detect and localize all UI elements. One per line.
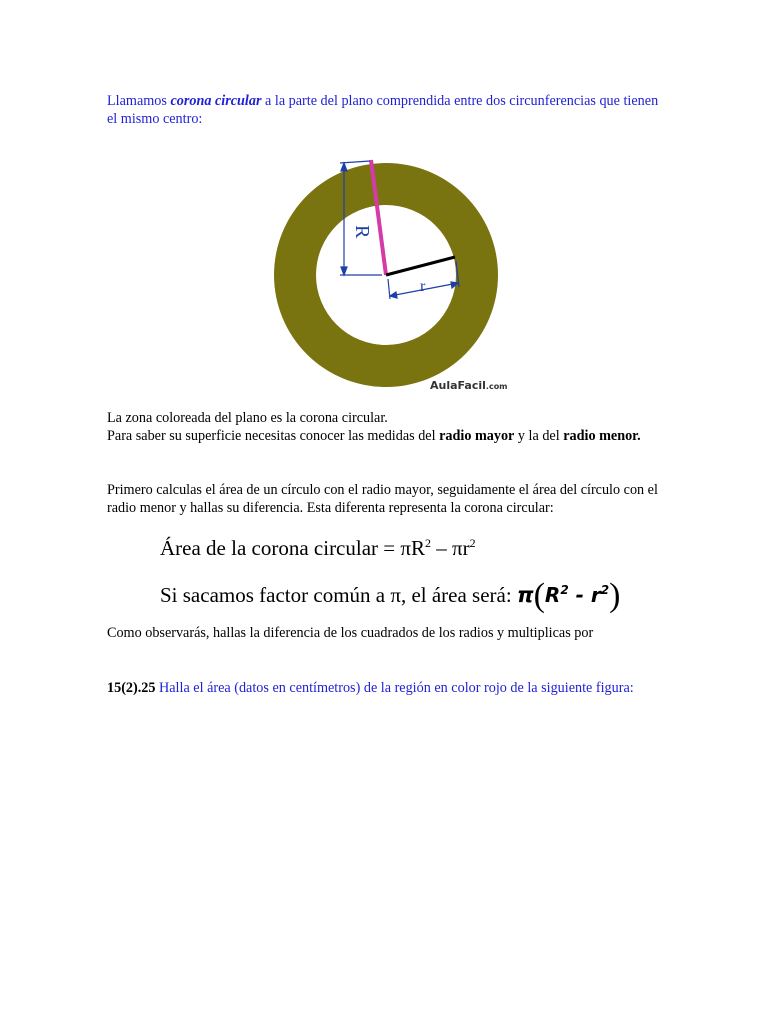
paragraph-zona [107, 409, 667, 445]
intro-term: corona circular [170, 93, 262, 109]
r-label: r [420, 278, 426, 295]
formula-block [160, 532, 630, 612]
formula-line-2: Si sacamos factor común a π, el área será: $\pi(R^2 - r^2)$ [160, 577, 621, 614]
exercise-number: 15(2).25 [107, 680, 156, 696]
y-la-del-text: y la del [514, 428, 564, 444]
zona-line: La zona coloreada del plano es la corona circular. [107, 410, 388, 426]
radio-mayor-bold: radio mayor [439, 428, 515, 444]
intro-paragraph [107, 92, 667, 128]
paragraph-primero: Primero calculas el área de un círculo con el radio mayor, seguidamente el área del círculo con el radio menor y hallas su diferencia. Esta diferenta representa la corona circular: [107, 482, 658, 516]
watermark-logo: AulaFacil.com [430, 379, 508, 392]
exercise-text: Halla el área (datos en centímetros) de la región en color rojo de la siguiente figura: [155, 680, 634, 696]
corona-circular-figure [270, 153, 510, 398]
intro-rest: a la parte del plano comprendida entre dos circunferencias que tienen el mismo centro: [107, 93, 659, 127]
radio-menor-bold: radio menor. [563, 428, 641, 444]
R-label: R [351, 225, 373, 239]
exercise-paragraph [107, 679, 667, 697]
superficie-text: Para saber su superficie necesitas conocer las medidas del [107, 428, 440, 444]
formula-line-1: Área de la corona circular = $\pi R^2 - \pi r^2$ [160, 536, 476, 560]
paragraph-como: Como observarás, hallas la diferencia de los cuadrados de los radios y multiplicas por [107, 625, 594, 641]
intro-lead: Llamamos [107, 93, 171, 109]
